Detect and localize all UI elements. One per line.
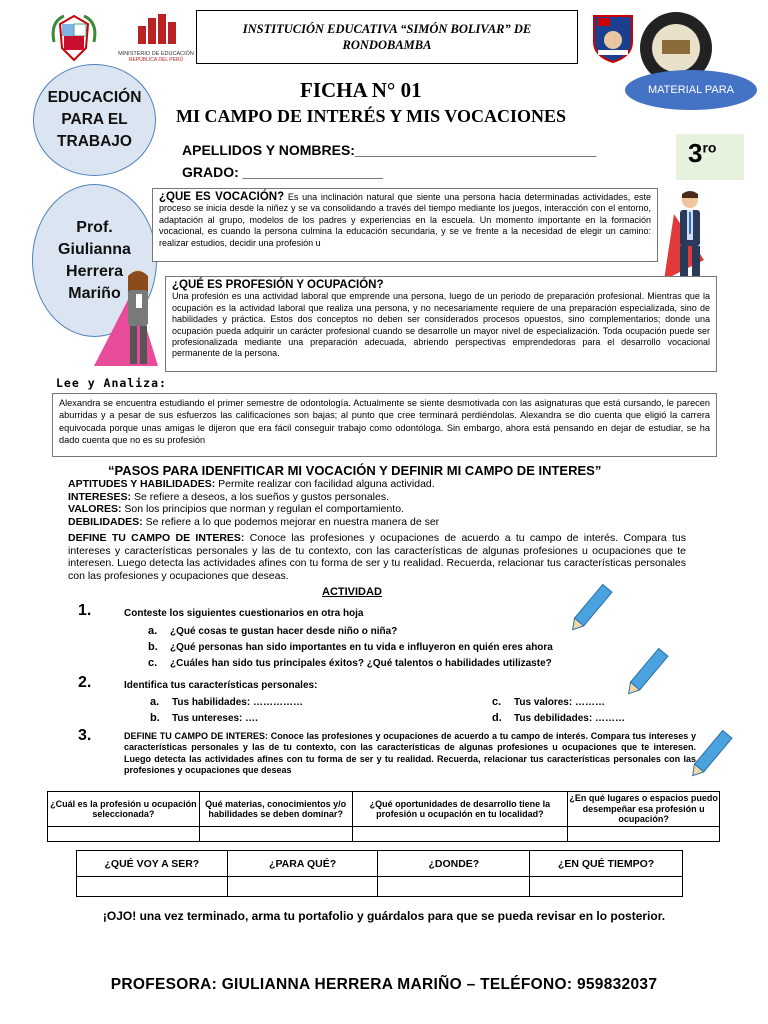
sub-text: ¿Cuáles han sido tus principales éxitos? ¿Qué talentos o habilidades utilizaste? [170, 658, 552, 669]
case-study-box [52, 393, 717, 457]
sub-letter: b. [148, 641, 158, 653]
worksheet-number: FICHA N° 01 [300, 78, 422, 102]
names-row [182, 142, 596, 158]
step-label: VALORES: [68, 503, 122, 516]
table-header-cell: Qué materias, conocimientos y/o habilidades se deben dominar? [199, 792, 352, 827]
question-3-text: DEFINE TU CAMPO DE INTERES: Conoce las profesiones y ocupaciones de acuerdo a tu campo de interés. Compara tus intereses y características personales y las de tu contexto, con las características de algunas profesiones u ocupaciones que te interesen. Luego detecta las actividades afines con tu forma de ser y tu realidad. Recuerda, relacionar tus características personales con las profesiones y ocupaciones que deseas [124, 731, 696, 776]
vocation-definition-box [152, 188, 658, 262]
sub-text: ¿Qué personas han sido importantes en tu vida e influyeron en quién eres ahora [170, 642, 553, 653]
question-1c [148, 657, 552, 669]
subject-area-circle [33, 64, 156, 176]
question-2d [492, 712, 625, 724]
question-2b [150, 712, 258, 724]
step-item [68, 478, 698, 491]
table-header-cell: ¿EN QUÉ TIEMPO? [530, 851, 683, 877]
pencil-icon [566, 580, 614, 638]
interest-table [47, 791, 720, 842]
define-label: DEFINE TU CAMPO DE INTERES: [68, 532, 245, 544]
sub-letter: c. [492, 696, 502, 708]
ministry-building-icon [118, 12, 194, 46]
step-text: Permite realizar con facilidad alguna actividad. [218, 478, 435, 490]
table-cell[interactable] [530, 877, 683, 897]
question-2-text: Identifica tus características personales: [124, 680, 318, 691]
names-blank[interactable]: _______________________________ [354, 142, 597, 158]
table-header-cell: ¿En qué lugares o espacios puedo desempeñar esa profesión u ocupación? [568, 792, 720, 827]
question-2a [150, 696, 303, 708]
step-text: Son los principios que norman y regulan el comportamiento. [124, 503, 404, 516]
question-3-number: 3. [78, 727, 92, 744]
table-header-row [77, 851, 683, 877]
steps-title: “PASOS PARA IDENFITICAR MI VOCACIÓN Y DEFINIR MI CAMPO DE INTERES” [108, 463, 602, 478]
table-header-row [48, 792, 720, 827]
worksheet-title: MI CAMPO DE INTERÉS Y MIS VOCACIONES [176, 106, 567, 126]
grade-row [182, 164, 383, 180]
activity-heading: ACTIVIDAD [322, 586, 382, 598]
sub-text: Tus habilidades: …………… [172, 697, 303, 708]
sub-letter: c. [148, 657, 158, 669]
names-label: APELLIDOS Y NOMBRES: [182, 142, 355, 158]
step-label: INTERESES: [68, 490, 132, 503]
profession-definition-box [165, 276, 717, 372]
portfolio-note: ¡OJO! una vez terminado, arma tu portafolio y guárdalos para que se pueda revisar en lo posterior. [102, 909, 666, 923]
vocation-heading: ¿QUE ES VOCACIÓN? [159, 191, 285, 203]
table-cell[interactable] [568, 827, 720, 842]
question-1b [148, 641, 553, 653]
table-row [77, 877, 683, 897]
material-label: MATERIAL PARA [648, 84, 734, 96]
sub-text: Tus debilidades: ……… [514, 713, 625, 724]
peru-coat-of-arms-logo [50, 12, 98, 64]
school-shield-logo [590, 12, 636, 64]
plan-table [76, 850, 683, 897]
sub-letter: d. [492, 712, 502, 724]
step-item [68, 503, 698, 516]
teacher-contact-footer: PROFESORA: GIULIANNA HERRERA MARIÑO – TELÉFONO: 959832037 [110, 976, 658, 993]
table-row [48, 827, 720, 842]
table-header-cell: ¿QUÉ VOY A SER? [77, 851, 228, 877]
grade-number: 3 [688, 138, 703, 168]
sub-letter: a. [148, 625, 158, 637]
ministry-country: REPÚBLICA DEL PERÚ [128, 57, 184, 63]
read-analyze-label: Lee y Analiza: [56, 376, 167, 390]
sub-text: Tus valores: ……… [514, 697, 605, 708]
question-1-text: Conteste los siguientes cuestionarios en otra hoja [124, 608, 364, 619]
table-header-cell: ¿PARA QUÉ? [227, 851, 378, 877]
step-text: Se refiere a lo que podemos mejorar en nuestra manera de ser [145, 515, 440, 528]
step-item [68, 491, 698, 504]
sub-letter: a. [150, 696, 160, 708]
superhero-man-illustration [660, 190, 726, 286]
case-study-text: Alexandra se encuentra estudiando el primer semestre de odontología. Actualmente se siente desmotivada con las asignaturas que está cursando, le parecen aburridas y a pesar de sus esfuerzos las calificaciones son bajas; al punto que cree terminará perdiéndolas. Alexandra se dio cuenta que eligió la carrera equivocada porque unas amigas le dijeron que era fácil conseguir trabajo como odontóloga. Sin embargo, ahora está pensando en dejar de estudiar, se ha dado cuenta que no es su profesión [59, 398, 710, 446]
define-text: Conoce las profesiones y ocupaciones de acuerdo a tu campo de interés. Compara tus intereses y características personales y las de tu contexto, con las características de algunas profesiones u ocupaciones que te interesen. Luego detecta las actividades afines con tu forma de ser y tu realidad. Recuerda, relacionar tus características personales con las profesiones y ocupaciones que deseas. [68, 532, 687, 582]
school-name: INSTITUCIÓN EDUCATIVA “SIMÓN BOLIVAR” DE RONDOBAMBA [242, 22, 532, 52]
school-name-box [196, 10, 578, 64]
question-2-number: 2. [78, 674, 92, 691]
table-cell[interactable] [352, 827, 568, 842]
subject-area: EDUCACIÓN PARA EL TRABAJO [47, 89, 142, 150]
table-header-cell: ¿Qué oportunidades de desarrollo tiene la profesión u ocupación en tu localidad? [352, 792, 568, 827]
ministry-logo [118, 12, 194, 64]
question-1a [148, 625, 397, 637]
table-cell[interactable] [378, 877, 530, 897]
table-cell[interactable] [77, 877, 228, 897]
material-pill [625, 70, 757, 110]
pencil-icon [622, 644, 670, 702]
step-label: DEBILIDADES: [68, 515, 143, 528]
step-text: Se refiere a deseos, a los sueños y gustos personales. [133, 490, 390, 503]
profession-heading: ¿QUÉ ES PROFESIÓN Y OCUPACIÓN? [172, 279, 384, 291]
question-1-number: 1. [78, 602, 92, 619]
ministry-name: MINISTERIO DE EDUCACIÓN [118, 51, 194, 57]
grade-badge [676, 134, 744, 180]
table-header-cell: ¿Cuál es la profesión u ocupación seleccionada? [48, 792, 200, 827]
vocation-text: Es una inclinación natural que siente una persona hacia determinadas actividades, este proceso se inicia desde la niñez y se va consolidando a través del tiempo mediante los juegos, interacción con el entorno, adaptación al grupo, modelos de los padres y experiencias en la escuela. Un momento importante en la formación vocacional, es cuando la persona culmina la educación secundaria, y se ve frente a la necesidad de elegir un camino: realizar estudios, decidir una profesión u [159, 192, 651, 248]
table-header-cell: ¿DONDE? [378, 851, 530, 877]
grade-label: GRADO: [182, 164, 239, 180]
sub-text: Tus untereses: …. [172, 713, 258, 724]
step-item [68, 516, 698, 529]
grade-blank[interactable]: __________________ [242, 164, 383, 180]
steps-list [68, 478, 698, 528]
teacher-name: Prof. Giulianna Herrera Mariño [58, 218, 131, 302]
superhero-woman-illustration [84, 266, 162, 374]
define-interest-paragraph [68, 532, 686, 582]
step-label: APTITUDES Y HABILIDADES: [68, 478, 216, 490]
table-cell[interactable] [199, 827, 352, 842]
sub-letter: b. [150, 712, 160, 724]
grade-suffix: ro [702, 139, 717, 156]
question-2c [492, 696, 605, 708]
table-cell[interactable] [48, 827, 200, 842]
profession-text: Una profesión es una actividad laboral que emprende una persona, luego de un periodo de preparación profesional. Mientras que la ocupación es la actividad laboral que realiza una persona, y no necesariamente requiere de una preparación especializada, sino de habilidades y práctica. Estos dos conceptos no deben ser considerados procesos opuestos, sino complementarios; donde una ocupación pueda adquirir un carácter profesional cuando se desarrolle un mayor nivel de especialización. Toda ocupación puede ser profesionalizada mediante una preparación adecuada, abriendo perspectivas emprendedoras para el desarrollo vocacional permanente de la persona. [172, 291, 710, 359]
table-cell[interactable] [227, 877, 378, 897]
pencil-icon [686, 726, 734, 784]
sub-text: ¿Qué cosas te gustan hacer desde niño o niña? [170, 626, 398, 637]
